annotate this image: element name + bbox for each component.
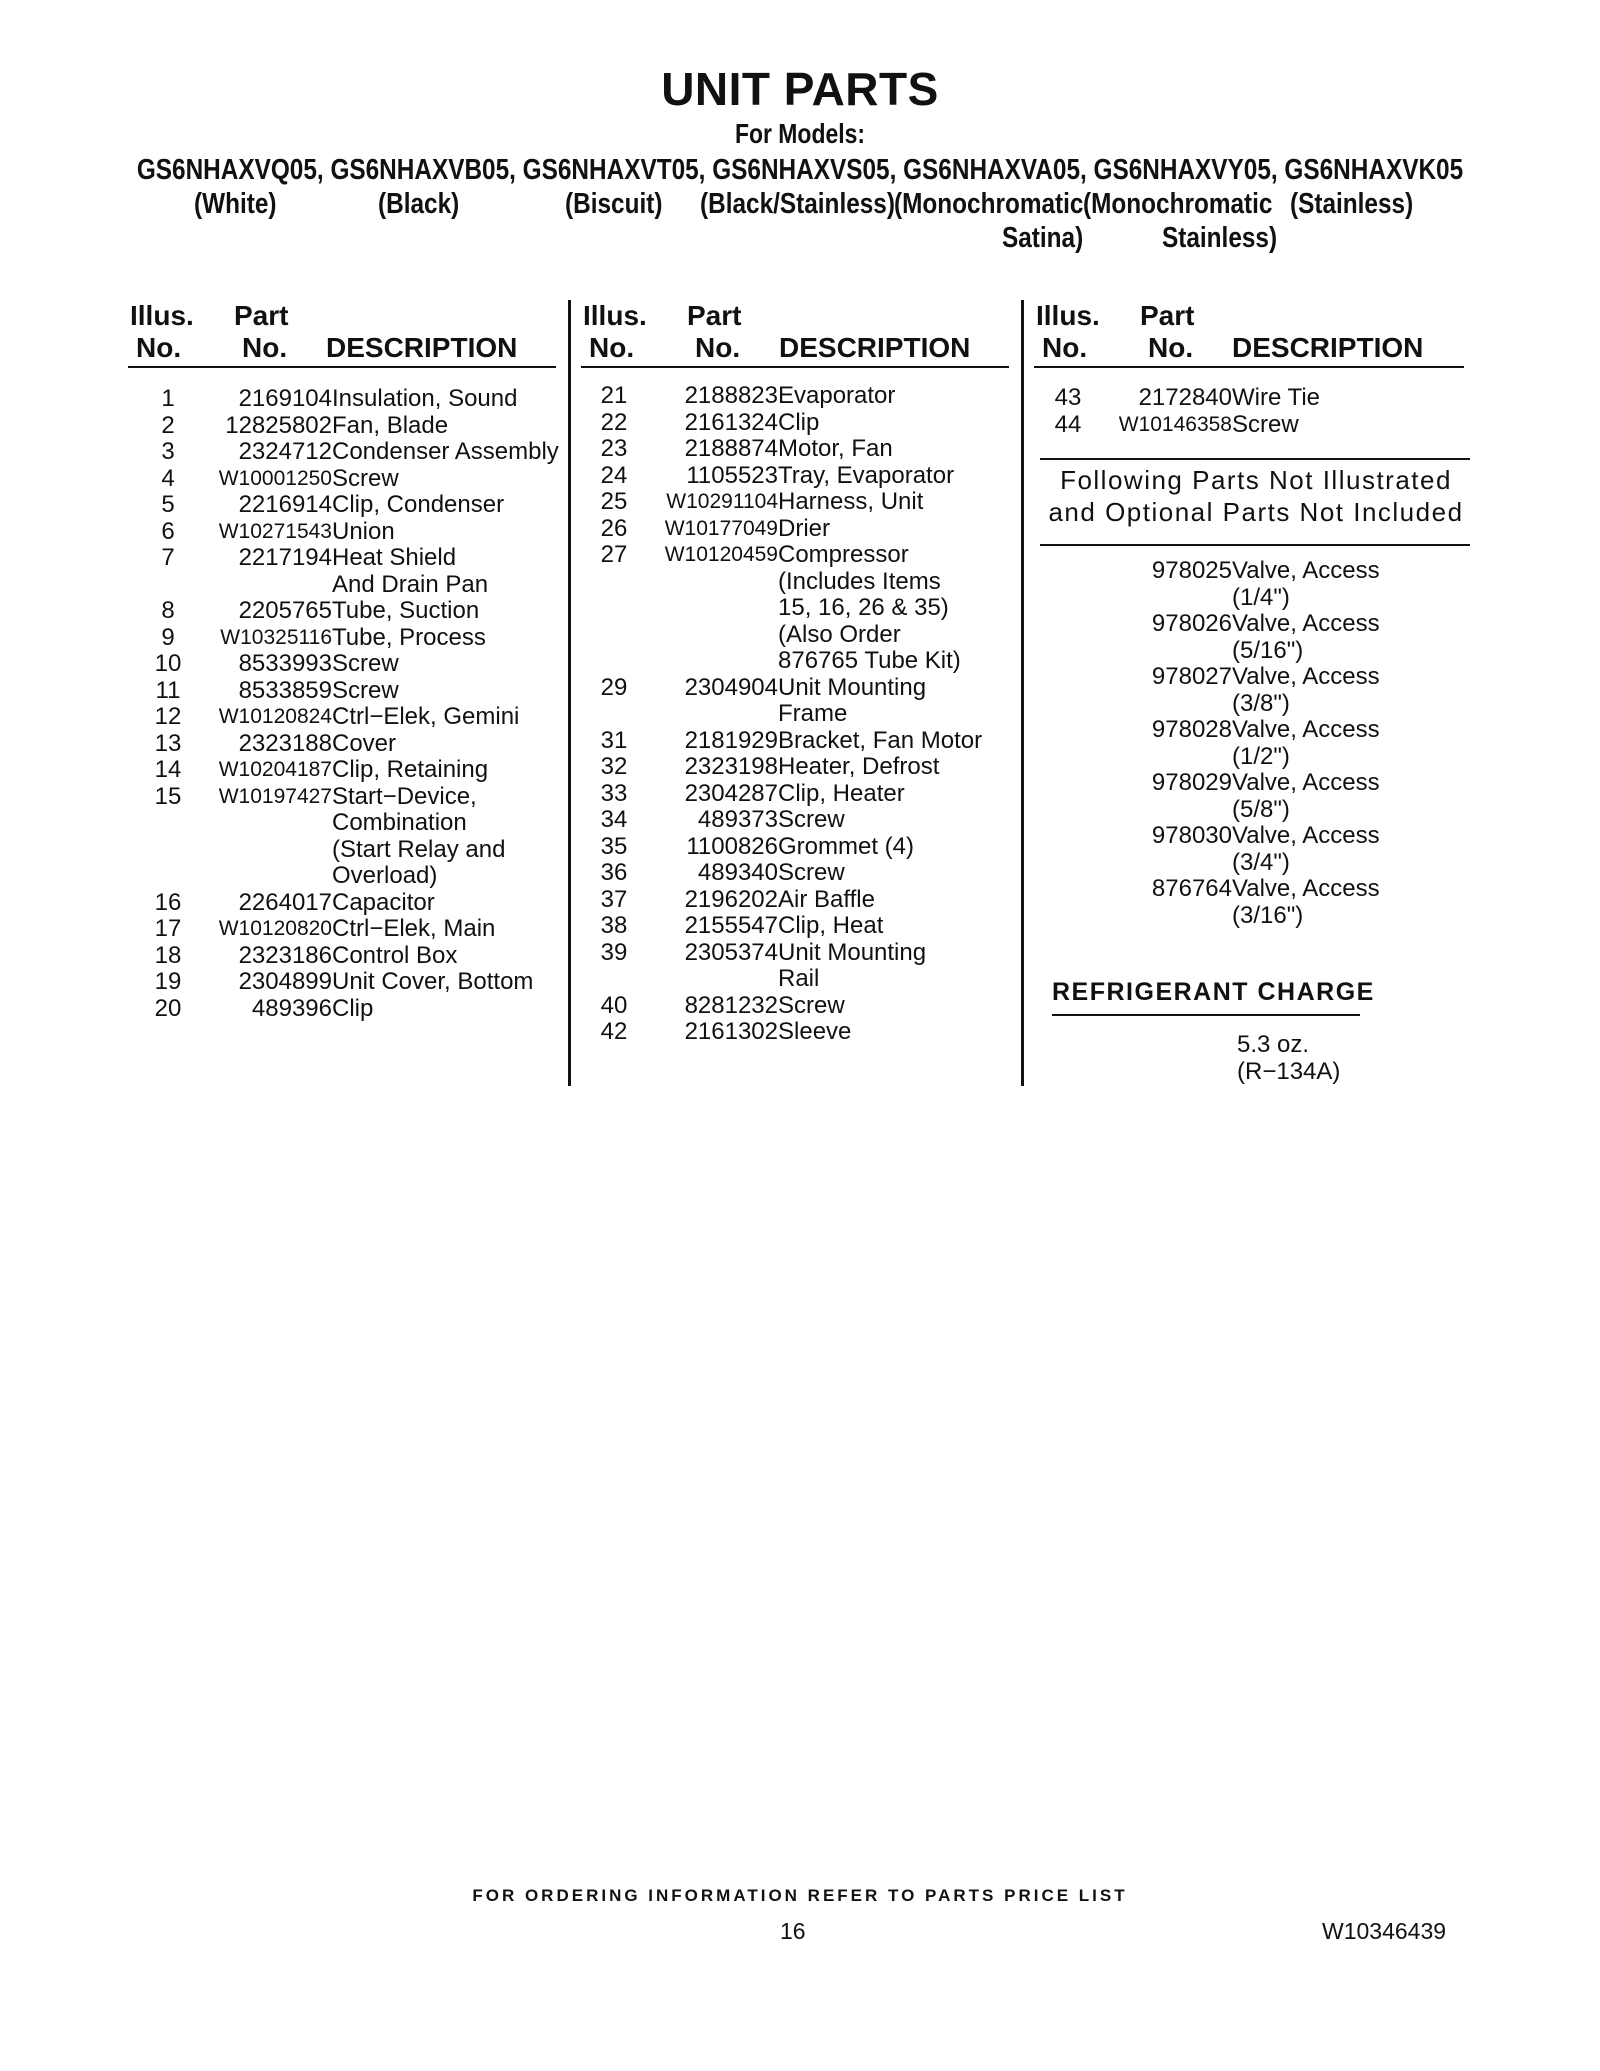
part-row [592,675,1012,702]
part-row [592,887,1012,914]
part-number: 8533993 [238,650,332,677]
part-description: Valve, Access [1232,557,1380,584]
illus-number: 4 [161,464,175,492]
illus-number: 37 [600,885,628,913]
part-number: W10177049 [664,516,778,540]
part-number: 2172840 [1138,384,1232,411]
part-number: 2304287 [684,779,778,807]
not-illustrated-notice [1036,464,1476,528]
part-row [592,754,1012,781]
part-row [146,545,566,572]
part-number: 978025 [1151,557,1232,584]
part-number: W10120820 [218,917,332,940]
column-2-rule [581,366,1009,368]
part-row [146,890,566,917]
part-row [592,993,1012,1020]
part-number: W10120459 [664,543,778,566]
illus-number: 23 [600,435,628,462]
part-description: Clip, Heat [778,912,884,939]
part-number: W10001250 [218,466,332,490]
part-row-continuation [1046,585,1466,612]
part-row [592,728,1012,755]
part-number: 2323186 [238,941,332,969]
part-description: Ctrl−Elek, Main [332,915,496,942]
part-description: (Includes Items [778,567,941,595]
illus-number: 17 [154,915,182,942]
part-description: Air Baffle [778,885,875,913]
column-divider-2 [1021,300,1024,1086]
part-description: Evaporator [778,382,896,409]
part-row [1046,717,1466,744]
parts-list-column-1 [146,386,566,1022]
part-row [592,463,1012,490]
part-description: Drier [778,514,830,542]
part-row-continuation [592,622,1012,649]
illus-number: 10 [154,650,182,677]
part-description: Screw [778,859,845,886]
part-description: Overload) [332,862,438,889]
header-description: DESCRIPTION [1232,332,1424,363]
illus-number: 9 [161,623,175,651]
illus-number: 16 [154,888,182,916]
part-number: 2305374 [684,938,778,966]
illus-number: 42 [600,1018,628,1045]
color-mono-satina-1: (Monochromatic [894,188,1084,220]
part-description: Bracket, Fan Motor [778,726,983,754]
illus-number: 7 [161,544,175,571]
part-number: 978029 [1151,769,1232,796]
part-row-continuation [592,648,1012,675]
part-number: 8533859 [238,676,332,704]
part-row [592,834,1012,861]
header-no: No. [589,332,635,363]
part-description: Tube, Process [332,623,486,651]
part-description: Control Box [332,941,458,969]
illus-number: 26 [600,514,628,542]
part-row [592,1019,1012,1046]
part-row [146,943,566,970]
part-description: Screw [778,806,845,833]
part-row [1046,412,1466,439]
illus-number: 38 [600,912,628,939]
part-row [592,940,1012,967]
part-description: Valve, Access [1232,716,1380,743]
part-description: Clip [332,994,374,1022]
part-description: Cover [332,729,397,757]
part-number: 2304899 [238,968,332,995]
column-divider-1 [568,300,571,1086]
part-number: 2161324 [684,408,778,436]
illus-number: 5 [161,491,175,518]
part-description: Heat Shield [332,544,457,571]
color-stainless: (Stainless) [1290,188,1414,220]
illus-number: 27 [600,541,628,568]
part-description: Clip [778,408,820,436]
part-row-continuation [592,569,1012,596]
part-row [592,807,1012,834]
part-row-continuation [592,595,1012,622]
part-number: 2324712 [238,438,332,465]
illus-number: 36 [600,859,628,886]
part-row [146,704,566,731]
part-row [1046,770,1466,797]
header-description: DESCRIPTION [779,332,971,363]
part-description: And Drain Pan [332,570,489,598]
part-description: Clip, Condenser [332,491,505,518]
part-row-continuation [592,966,1012,993]
ordering-info: FOR ORDERING INFORMATION REFER TO PARTS PRICE LIST [472,1886,1128,1905]
illus-number: 34 [600,806,628,833]
part-description: Valve, Access [1232,663,1380,690]
part-description: Harness, Unit [778,488,924,515]
part-description: Valve, Access [1232,610,1380,637]
part-number: W10291104 [666,490,778,513]
color-black-stainless: (Black/Stainless) [700,188,895,220]
part-description: Valve, Access [1232,769,1380,796]
part-description: Tray, Evaporator [778,461,955,489]
part-number: 489340 [697,859,778,886]
part-row [146,466,566,493]
part-row [146,651,566,678]
part-description: (3/4") [1232,848,1290,876]
illus-number: 20 [154,994,182,1022]
page-title: UNIT PARTS [661,63,939,115]
part-description: Start−Device, [332,782,477,810]
illus-number: 40 [600,991,628,1019]
part-row [592,516,1012,543]
illus-number: 14 [154,756,182,783]
part-description: (3/8") [1232,689,1290,717]
part-row [146,916,566,943]
illus-number: 12 [154,703,182,730]
part-number: 2155547 [684,912,778,939]
part-number: 1100826 [686,832,778,860]
part-number: 2169104 [238,385,332,412]
illus-number: 22 [600,408,628,436]
part-row [1046,558,1466,585]
part-row-continuation [1046,797,1466,824]
part-row [592,913,1012,940]
part-number: 2323198 [684,753,778,780]
part-description: Screw [332,650,399,677]
header-part: Part [687,300,742,331]
part-description: Clip, Retaining [332,756,489,783]
column-1-rule [128,366,556,368]
part-description: Unit Mounting [778,673,927,701]
illus-number: 8 [161,597,175,624]
header-description: DESCRIPTION [326,332,518,363]
part-row-continuation [146,572,566,599]
part-description: Motor, Fan [778,435,893,462]
part-row [1046,664,1466,691]
part-number: W10120824 [218,705,332,728]
part-description: Union [332,517,395,545]
color-mono-satina-2: Satina) [1002,222,1084,254]
part-number: 1105523 [686,461,778,489]
header-part: Part [1140,300,1195,331]
part-row-continuation [1046,903,1466,930]
part-description: (1/4") [1232,583,1290,611]
part-row-continuation [146,837,566,864]
model-numbers: GS6NHAXVQ05, GS6NHAXVB05, GS6NHAXVT05, GS6NHAXVS05, GS6NHAXVA05, GS6NHAXVY05, GS6NHAXVK05 [136,154,1464,186]
part-description: (5/16") [1232,636,1304,664]
part-number: 876764 [1151,875,1232,902]
part-row-continuation [146,863,566,890]
part-description: Wire Tie [1232,384,1321,411]
part-description: Clip, Heater [778,779,905,807]
header-no: No. [1042,332,1088,363]
part-number: 2205765 [238,597,332,624]
illus-number: 1 [161,385,175,412]
part-description: Sleeve [778,1018,852,1045]
part-description: (Start Relay and [332,835,506,863]
part-description: Compressor [778,541,909,568]
part-number: 8281232 [684,991,778,1019]
part-description: Grommet (4) [778,832,915,860]
color-biscuit: (Biscuit) [565,188,663,220]
part-row [146,969,566,996]
part-number: W10204187 [218,758,332,781]
part-description: Ctrl−Elek, Gemini [332,703,520,730]
part-description: Heater, Defrost [778,753,940,780]
color-black: (Black) [378,188,460,220]
part-number: 2304904 [684,673,778,701]
part-number: 489396 [251,994,332,1022]
part-row [592,860,1012,887]
part-row [592,489,1012,516]
part-description: Screw [1232,410,1299,438]
part-description: Fan, Blade [332,411,449,439]
part-row-continuation [1046,744,1466,771]
part-description: 15, 16, 26 & 35) [778,594,949,621]
refrigerant-charge-title: REFRIGERANT CHARGE [1052,978,1375,1006]
refrigerant-type: (R−134A) [1237,1058,1341,1085]
header-part-no: No. [1148,332,1194,363]
refrigerant-rule [1052,1014,1360,1016]
part-number: 2264017 [238,888,332,916]
optional-parts-list [1046,558,1466,929]
illus-number: 21 [600,382,628,409]
part-description: Condenser Assembly [332,438,559,465]
illus-number: 29 [600,673,628,701]
illus-number: 18 [154,941,182,969]
part-description: (5/8") [1232,795,1290,823]
part-row-continuation [1046,638,1466,665]
part-row [592,410,1012,437]
illus-number: 6 [161,517,175,545]
illus-number: 25 [600,488,628,515]
part-description: (1/2") [1232,742,1290,770]
part-row [146,996,566,1023]
refrigerant-charge-value [1237,1031,1340,1085]
part-number: 978028 [1151,716,1232,743]
part-row [1046,823,1466,850]
part-row-continuation [1046,850,1466,877]
header-illus: Illus. [130,300,194,331]
column-3-rule [1034,366,1464,368]
part-row-continuation [592,701,1012,728]
part-row [592,542,1012,569]
part-number: 12825802 [225,411,332,439]
header-illus: Illus. [1036,300,1100,331]
part-description: Valve, Access [1232,875,1380,902]
part-number: W10197427 [218,784,332,808]
part-description: Combination [332,809,467,836]
header-part-no: No. [695,332,741,363]
part-description: Capacitor [332,888,435,916]
part-description: Rail [778,965,820,992]
part-number: 2188874 [684,435,778,462]
notice-line-2: and Optional Parts Not Included [1048,497,1464,527]
part-row [146,492,566,519]
part-description: Screw [332,464,399,492]
illus-number: 39 [600,938,628,966]
part-number: W10146358 [1118,412,1232,436]
part-row [146,386,566,413]
part-row [592,436,1012,463]
part-description: Screw [332,676,399,704]
part-number: 2323188 [238,729,332,757]
header-no: No. [136,332,182,363]
part-description: (Also Order [778,620,901,648]
illus-number: 3 [161,438,175,465]
part-row [146,413,566,440]
part-number: 489373 [697,806,778,833]
illus-number: 11 [155,676,181,704]
part-row [146,598,566,625]
illus-number: 15 [154,782,182,810]
header-part-no: No. [242,332,288,363]
part-description: Frame [778,700,848,727]
page-number: 16 [780,1918,806,1944]
part-row [146,757,566,784]
part-number: 2181929 [684,726,778,754]
part-number: W10271543 [218,519,332,543]
header-part: Part [234,300,289,331]
part-number: 2188823 [684,382,778,409]
part-row [146,678,566,705]
illus-number: 2 [161,411,175,439]
part-description: 876765 Tube Kit) [778,647,961,674]
part-row [1046,385,1466,412]
illus-number: 31 [600,726,628,754]
notice-line-1: Following Parts Not Illustrated [1060,465,1452,495]
document-number: W10346439 [1322,1918,1447,1944]
part-row [592,383,1012,410]
part-number: 978027 [1151,663,1232,690]
color-mono-stainless-2: Stainless) [1162,222,1278,254]
part-number: 2196202 [684,885,778,913]
part-row [146,625,566,652]
color-mono-stainless-1: (Monochromatic [1083,188,1273,220]
illus-number: 35 [600,832,628,860]
notice-top-rule [1040,458,1470,460]
part-description: Unit Cover, Bottom [332,968,534,995]
parts-list-column-2 [592,383,1012,1046]
part-description: Tube, Suction [332,597,480,624]
illus-number: 24 [600,461,628,489]
part-row-continuation [1046,691,1466,718]
part-description: Screw [778,991,845,1019]
part-description: Unit Mounting [778,938,927,966]
part-row [146,439,566,466]
illus-number: 44 [1054,410,1082,438]
part-number: 2217194 [238,544,332,571]
part-number: 2216914 [238,491,332,518]
part-row [1046,876,1466,903]
part-number: 978026 [1151,610,1232,637]
part-description: Valve, Access [1232,822,1380,849]
notice-bottom-rule [1040,544,1470,546]
illus-number: 13 [154,729,182,757]
header-illus: Illus. [583,300,647,331]
parts-list-column-3 [1046,385,1466,438]
part-number: 978030 [1151,822,1232,849]
part-number: W10325116 [220,625,332,649]
color-white: (White) [194,188,277,220]
part-description: (3/16") [1232,901,1304,929]
part-description: Insulation, Sound [332,385,518,412]
part-row [146,519,566,546]
part-number: 2161302 [684,1018,778,1045]
part-row [592,781,1012,808]
part-row [146,784,566,811]
part-row [1046,611,1466,638]
part-row [146,731,566,758]
for-models-label: For Models: [734,118,866,149]
illus-number: 19 [154,968,182,995]
illus-number: 33 [600,779,628,807]
refrigerant-amount: 5.3 oz. [1237,1031,1310,1058]
illus-number: 43 [1054,384,1082,411]
illus-number: 32 [600,753,628,780]
part-row-continuation [146,810,566,837]
